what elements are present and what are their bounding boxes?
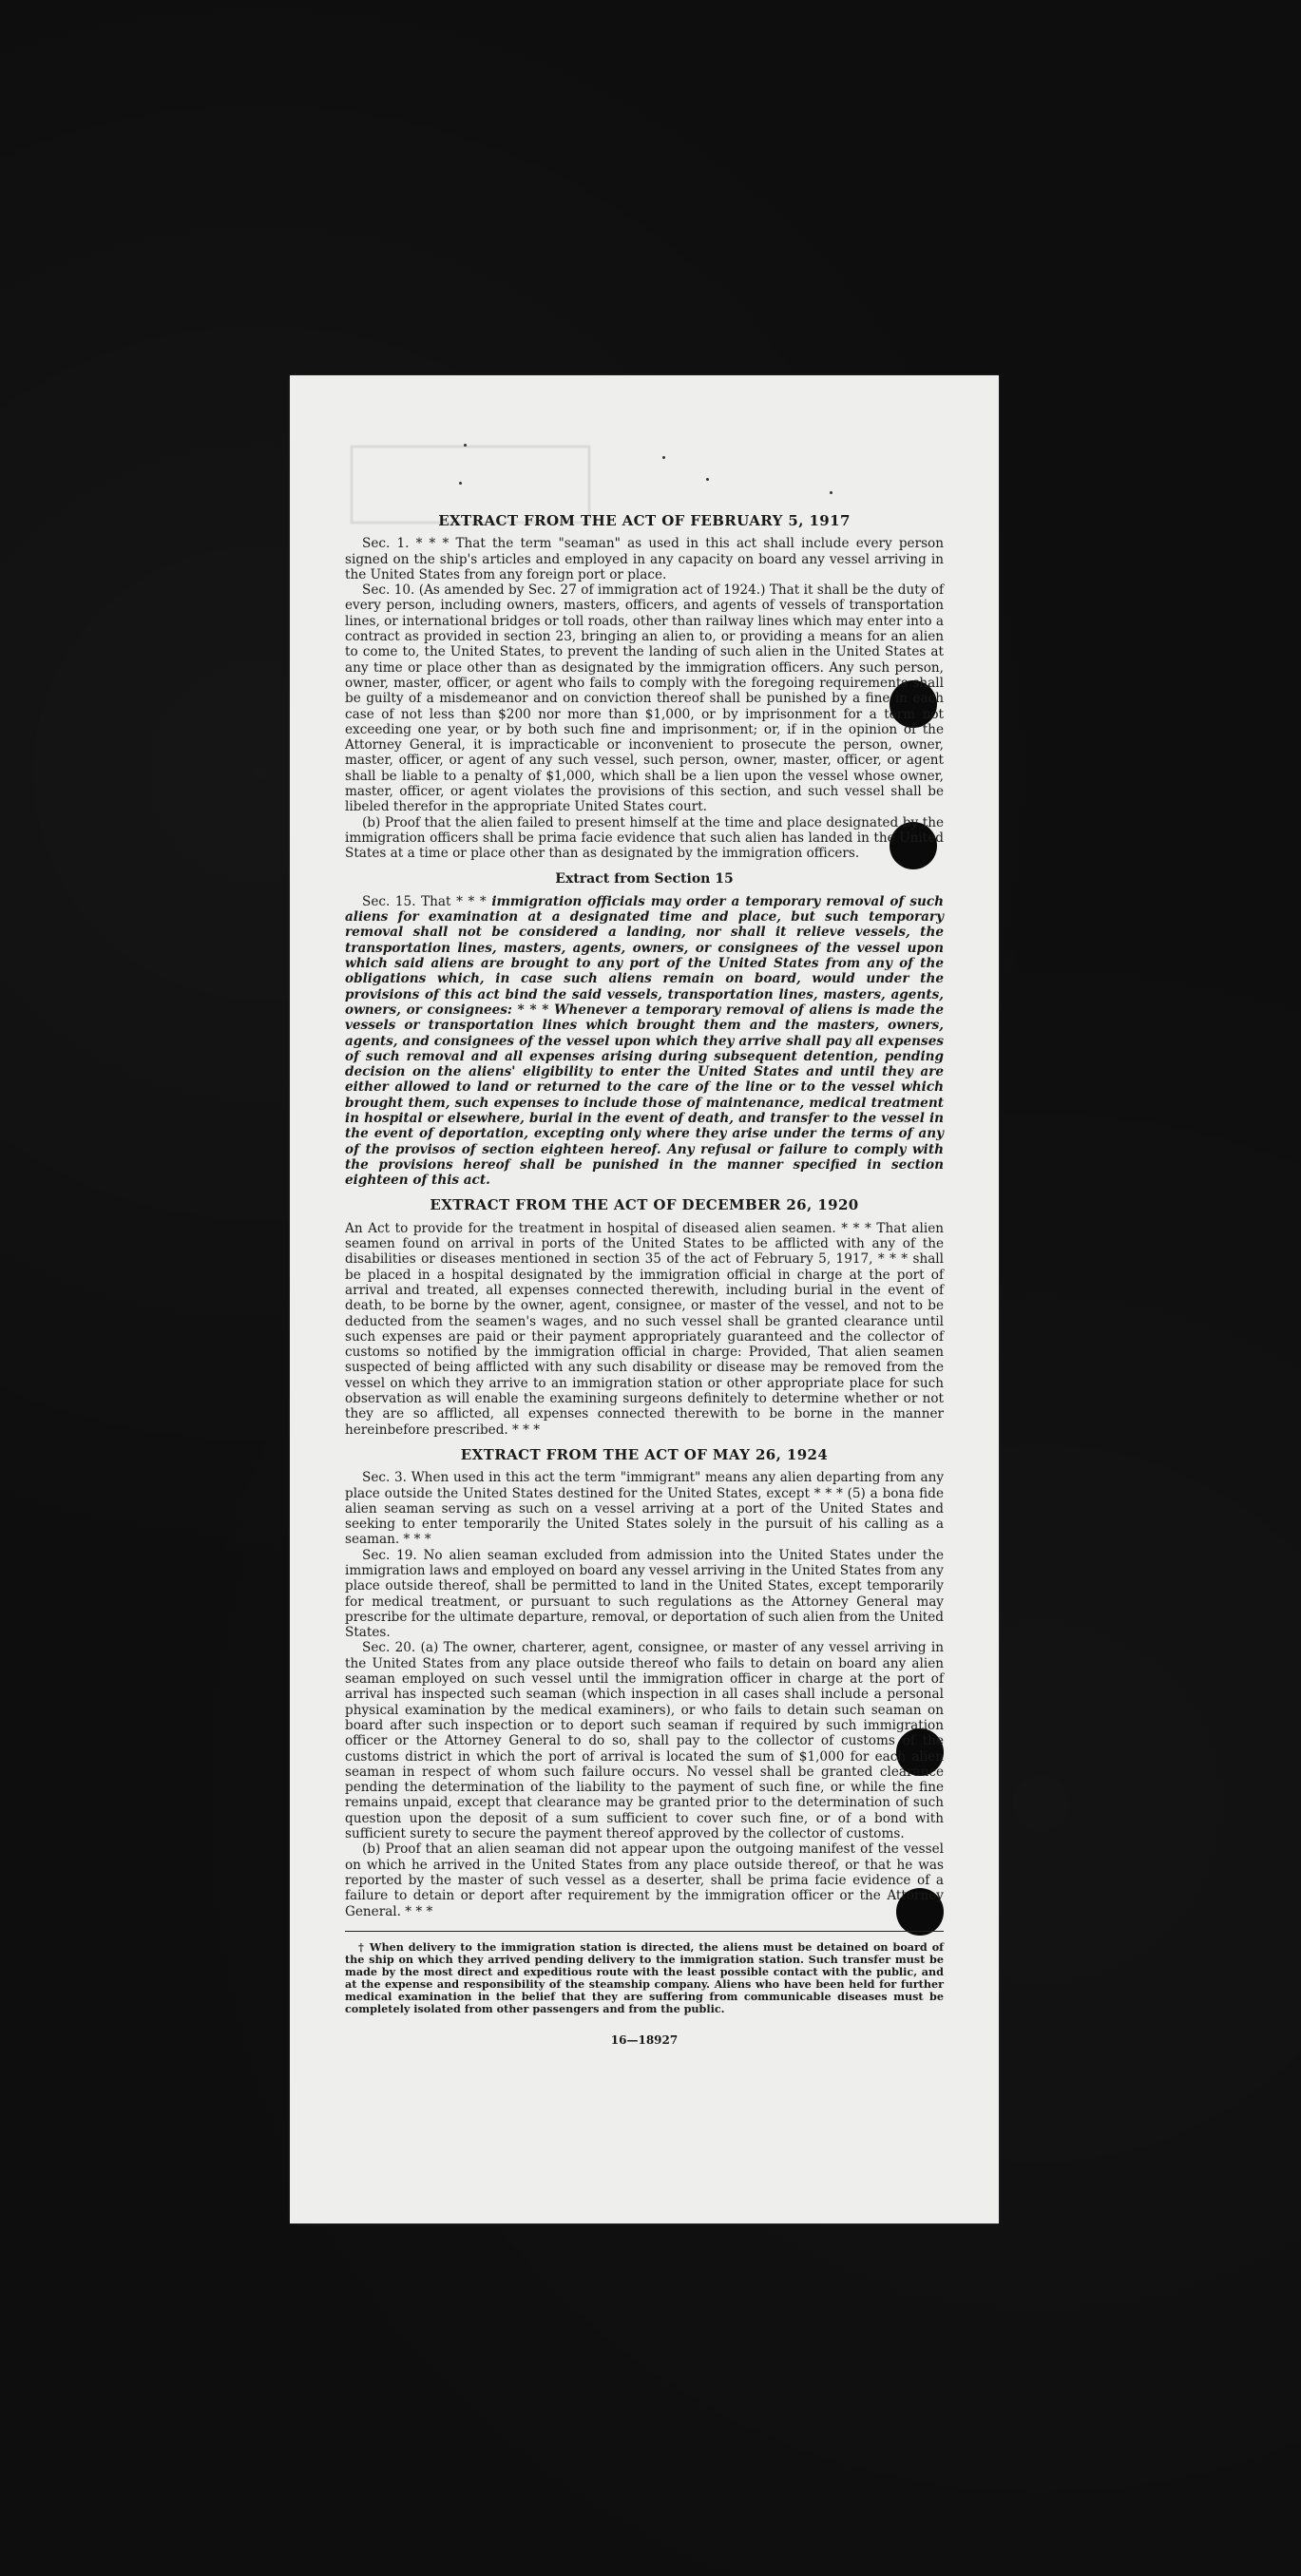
paragraph-act-1920: An Act to provide for the treatment in hospital of diseased alien seamen. * * * That alien seamen found on arrival in ports of the United States to be afflicted with any of the disabilities or diseases mentioned in section 35 of the act of February 5, 1917, * * * shall be placed in a hospital designated by the immigration official in charge at the port of arrival and treated, all expenses connected therewith, including burial in the event of death, to be borne by the owner, agent, consignee, or master of the vessel, and not to be deducted from the seamen's wages, and no such vessel shall be granted clearance until such expenses are paid or their payment appropriately guaranteed and the collector of customs so notified by the immigration official in charge: Provided, That alien seamen suspected of being afflicted with any such disability or disease may be removed from the vessel on which they arrive to an immigration station or other appropriate place for such observation as will enable the examining surgeons definitely to determine whether or not they are so afflicted, all expenses connected therewith to be borne in the manner hereinbefore prescribed. * * * bbox=[345, 1220, 944, 1438]
footnote-divider bbox=[345, 1931, 944, 1932]
document-body bbox=[345, 513, 944, 2048]
paragraph-sec-10-b: (b) Proof that the alien failed to present himself at the time and place designated by the immigration officers shall be prima facie evidence that such alien has landed in the United States at a time or place other than as designated by the immigration officers. bbox=[345, 814, 944, 862]
section-act-1920 bbox=[345, 1197, 944, 1437]
paragraph-sec-3: Sec. 3. When used in this act the term "immigrant" means any alien departing from any place outside the United States destined for the United States, except * * * (5) a bona fide alien seaman serving as such on a vessel arriving at a port of the United States and seeking to enter temporarily the United States solely in the pursuit of his calling as a seaman. * * * bbox=[345, 1470, 944, 1548]
heading-act-1920: EXTRACT FROM THE ACT OF DECEMBER 26, 1920 bbox=[430, 1196, 859, 1214]
sec-15-italic-text: immigration officials may order a temporary removal of such aliens for examination at a designated time and place, but such temporary removal shall not be considered a landing, nor shall it relieve vessels, the transportation lines, masters, agents, owners, or consignees of the vessel upon which said aliens are brought to any port of the United States from any of the obligations which, in case such aliens remain on board, would under the provisions of this act bind the said vessels, transportation lines, masters, agents, owners, or consignees: * * * Whenever a temporary removal of aliens is made the vessels or transportation lines which brought them and the masters, owners, agents, and consignees of the vessel upon which they arrive shall pay all expenses of such removal and all expenses arising during subsequent detention, pending decision on the aliens' eligibility to enter the United States and until they are either allowed to land or returned to the care of the line or to the vessel which brought them, such expenses to include those of maintenance, medical treatment in hospital or elsewhere, burial in the event of death, and transfer to the vessel in the event of deportation, excepting only where they arise under the terms of any of the provisos of section eighteen hereof. Any refusal or failure to comply with the provisions hereof shall be punished in the manner specified in section eighteen of this act. bbox=[345, 893, 945, 1189]
paragraph-sec-1: Sec. 1. * * * That the term "seaman" as used in this act shall include every person signed on the ship's articles and employed in any capacity on board any vessel arriving in the United States from any foreign port or place. bbox=[345, 536, 944, 582]
paragraph-sec-20-b: (b) Proof that an alien seaman did not appear upon the outgoing manifest of the vessel on which he arrived in the United States from any place outside thereof, or that he was reported by the master of such vessel as a deserter, shall be prima facie evidence of a failure to detain or deport after requirement by the immigration officer or the Attorney General. * * * bbox=[345, 1841, 944, 1919]
heading-act-1924: EXTRACT FROM THE ACT OF MAY 26, 1924 bbox=[460, 1445, 829, 1463]
form-number: 16—18927 bbox=[610, 2032, 679, 2047]
section-15 bbox=[345, 871, 944, 1189]
paragraph-sec-20-a: Sec. 20. (a) The owner, charterer, agent, consignee, or master of any vessel arriving in the United States from any place outside thereof who fails to detain on board any alien seaman employed on such vessel until the immigration officer in charge at the port of arrival has inspected such seaman (which inspection in all cases shall include a personal physical examination by the medical examiners), or who fails to detain such seaman on board after such inspection or to deport such seaman if required by such immigration officer or the Attorney General to do so, shall pay to the collector of customs of the customs district in which the port of arrival is located the sum of $1,000 for each alien seaman in respect of whom such failure occurs. No vessel shall be granted clearance pending the determination of the liability to the payment of such fine, or while the fine remains unpaid, except that clearance may be granted prior to the determination of such question upon the deposit of a sum sufficient to cover such fine, or of a bond with sufficient surety to secure the payment thereof approved by the collector of customs. bbox=[345, 1640, 944, 1842]
footnote: † When delivery to the immigration station is directed, the aliens must be detained on board of the ship on which they arrived pending delivery to the immigration station. Such transfer must be made by the most direct and expeditious route with the least possible contact with the public, and at the expense and responsibility of the steamship company. Aliens who have been held for further medical examination in the belief that they are suffering from communicable diseases must be completely isolated from other passengers and from the public. bbox=[345, 1939, 944, 2015]
section-act-1924 bbox=[345, 1447, 944, 1919]
paragraph-sec-10: Sec. 10. (As amended by Sec. 27 of immigration act of 1924.) That it shall be the duty of every person, including owners, masters, officers, and agents of vessels of transportation lines, or international bridges or toll roads, other than railway lines which may enter into a contract as provided in section 23, bringing an alien to, or providing a means for an alien to come to, the United States, to prevent the landing of such alien in the United States at any time or place other than as designated by the immigration officers. Any such person, owner, master, officer, or agent who fails to comply with the foregoing requirements shall be guilty of a misdemeanor and on conviction thereof shall be punished by a fine in each case of not less than $200 nor more than $1,000, or by imprisonment for a term not exceeding one year, or by both such fine and imprisonment; or, if in the opinion of the Attorney General, it is impracticable or inconvenient to prosecute the person, owner, master, officer, or agent of any such vessel, such person, owner, master, officer, or agent shall be liable to a penalty of $1,000, which shall be a lien upon the vessel whose owner, master, officer, or agent violates the provisions of this section, and such vessel shall be libeled therefor in the appropriate United States court. bbox=[345, 582, 944, 815]
sec-15-lead: Sec. 15. That * * * bbox=[362, 893, 487, 909]
paragraph-sec-19: Sec. 19. No alien seaman excluded from admission into the United States under the immigration laws and employed on board any vessel arriving in the United States from any place outside thereof, shall be permitted to land in the United States, except temporarily for medical treatment, or pursuant to such regulations as the Attorney General may prescribe for the ultimate departure, removal, or deportation of such alien from the United States. bbox=[345, 1547, 944, 1641]
heading-section-15: Extract from Section 15 bbox=[555, 870, 734, 887]
section-act-1917 bbox=[345, 513, 944, 862]
heading-act-1917: EXTRACT FROM THE ACT OF FEBRUARY 5, 1917 bbox=[438, 512, 851, 529]
document-page bbox=[290, 375, 999, 2223]
paragraph-sec-15 bbox=[345, 894, 944, 1189]
